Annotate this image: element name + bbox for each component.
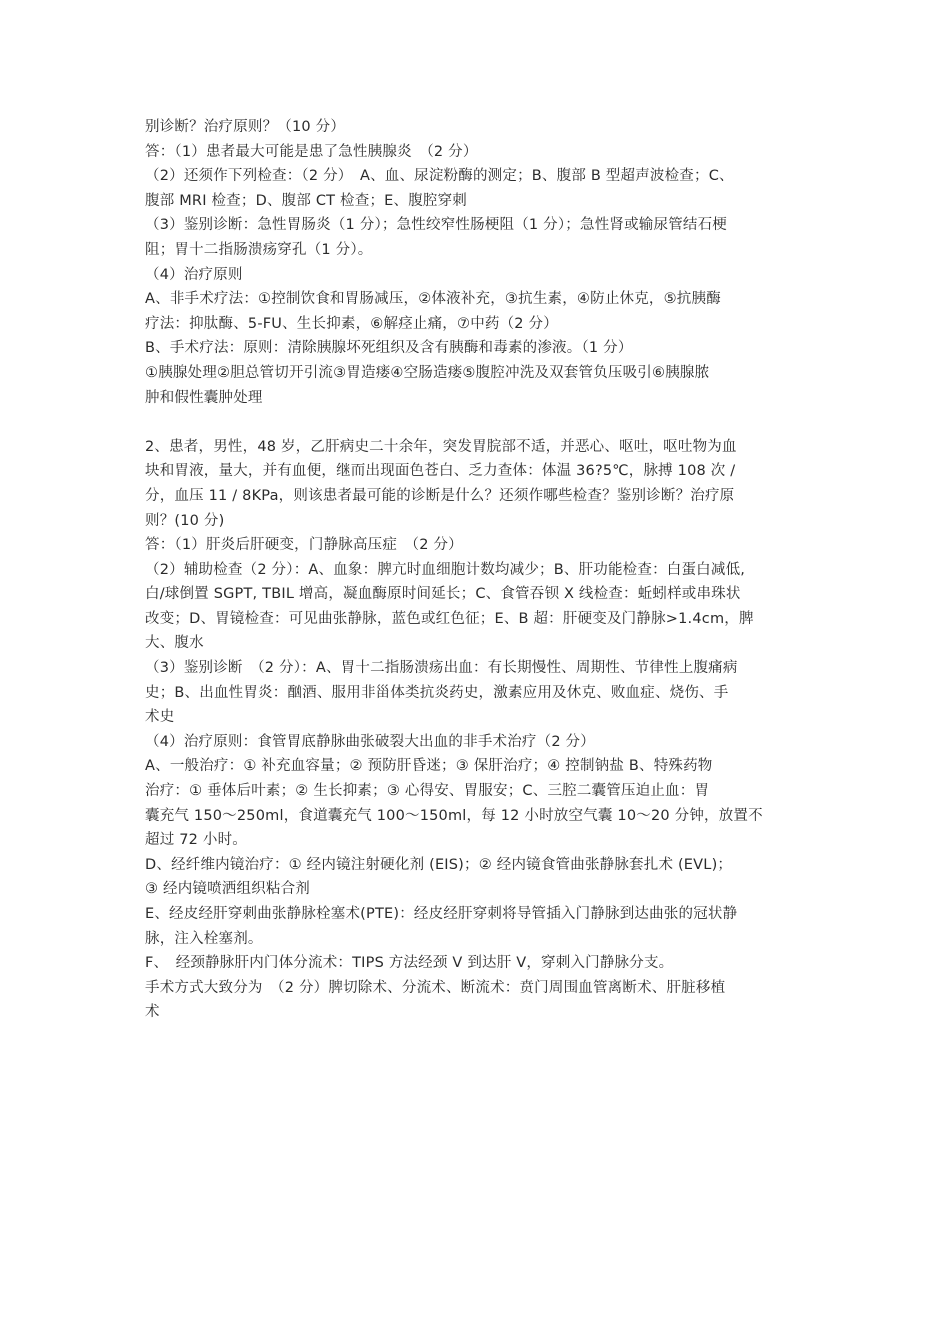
text-line: （3）鉴别诊断：急性胃肠炎（1 分）；急性绞窄性肠梗阻（1 分）；急性肾或输尿管结石梗 [145,217,727,234]
text-line: 块和胃液，量大，并有血便，继而出现面色苍白、乏力查体：体温 36?5℃，脉搏 108 次 / [145,463,736,480]
document-page [145,115,810,1025]
text-line: 术史 [145,709,175,726]
text-line: 别诊断？治疗原则？（10 分） [145,119,346,135]
section-1 [145,115,810,410]
text-line: ③ 经内镜喷洒组织粘合剂 [145,881,311,898]
text-line: （4）治疗原则 [145,266,243,283]
text-line: 白/球倒置 SGPT, TBIL 增高，凝血酶原时间延长；C、食管吞钡 X 线检查：蚯蚓样或串珠状 [145,586,741,603]
text-line: 2、患者，男性，48 岁，乙肝病史二十余年，突发胃脘部不适，并恶心、呕吐，呕吐物为血 [145,438,737,455]
text-line: （2）还须作下列检查：（2 分） A、血、尿淀粉酶的测定；B、腹部 B 型超声波检查；C、 [145,168,734,185]
text-line: 脉，注入栓塞剂。 [145,930,263,947]
text-line: 改变；D、胃镜检查：可见曲张静脉，蓝色或红色征；E、B 超：肝硬变及门静脉>1.4cm，脾 [145,610,754,627]
text-line: 史；B、出血性胃炎：酗酒、服用非甾体类抗炎药史，激素应用及休克、败血症、烧伤、手 [145,684,729,701]
text-line: B、手术疗法：原则：清除胰腺坏死组织及含有胰酶和毒素的渗液。（1 分） [145,340,633,357]
paragraph-spacer [145,410,810,435]
text-line: A、非手术疗法：①控制饮食和胃肠减压，②体液补充，③抗生素，④防止休克，⑤抗胰酶 [145,291,721,308]
section-2 [145,435,810,1025]
text-line: A、一般治疗：① 补充血容量；② 预防肝昏迷；③ 保肝治疗；④ 控制钠盐 B、特殊药物 [145,758,713,775]
text-line: F、 经颈静脉肝内门体分流术：TIPS 方法经颈 V 到达肝 V，穿刺入门静脉分支。 [145,955,674,972]
text-line: 囊充气 150～250ml，食道囊充气 100～150ml，每 12 小时放空气囊 10～20 分钟，放置不 [145,807,763,824]
text-line: 答：（1）肝炎后肝硬变，门静脉高压症 （2 分） [145,537,463,554]
text-line: （2）辅助检查（2 分）：A、血象：脾亢时血细胞计数均减少；B、肝功能检查：白蛋白减低, [145,561,746,578]
text-line: 大、腹水 [145,635,204,652]
text-line: 分，血压 11 / 8KPa，则该患者最可能的诊断是什么？还须作哪些检查？鉴别诊断？治疗原 [145,487,735,504]
text-line: 腹部 MRI 检查；D、腹部 CT 检查；E、腹腔穿刺 [145,192,468,209]
text-line: 则？(10 分) [145,512,225,529]
text-line: D、经纤维内镜治疗：① 经内镜注射硬化剂 (EIS)；② 经内镜食管曲张静脉套扎术 (EVL)； [145,856,733,873]
text-line: 术 [145,1004,160,1021]
text-line: 肿和假性囊肿处理 [145,389,263,406]
text-line: （4）治疗原则：食管胃底静脉曲张破裂大出血的非手术治疗（2 分） [145,733,595,750]
text-line: 阻；胃十二指肠溃疡穿孔（1 分）。 [145,241,373,258]
text-line: 治疗：① 垂体后叶素；② 生长抑素；③ 心得安、胃服安；C、三腔二囊管压迫止血：胃 [145,783,710,800]
text-line: ①胰腺处理②胆总管切开引流③胃造瘘④空肠造瘘⑤腹腔冲洗及双套管负压吸引⑥胰腺脓 [145,364,710,381]
text-line: E、经皮经肝穿刺曲张静脉栓塞术(PTE)：经皮经肝穿刺将导管插入门静脉到达曲张的冠状静 [145,906,738,922]
text-line: 手术方式大致分为 （2 分）脾切除术、分流术、断流术：贲门周围血管离断术、肝脏移植 [145,979,726,996]
text-line: （3）鉴别诊断 （2 分）：A、胃十二指肠溃疡出血：有长期慢性、周期性、节律性上腹痛病 [145,660,738,677]
text-line: 答：（1）患者最大可能是患了急性胰腺炎 （2 分） [145,143,478,160]
text-line: 超过 72 小时。 [145,832,247,849]
text-line: 疗法：抑肽酶、5-FU、生长抑素，⑥解痉止痛，⑦中药（2 分） [145,315,558,332]
